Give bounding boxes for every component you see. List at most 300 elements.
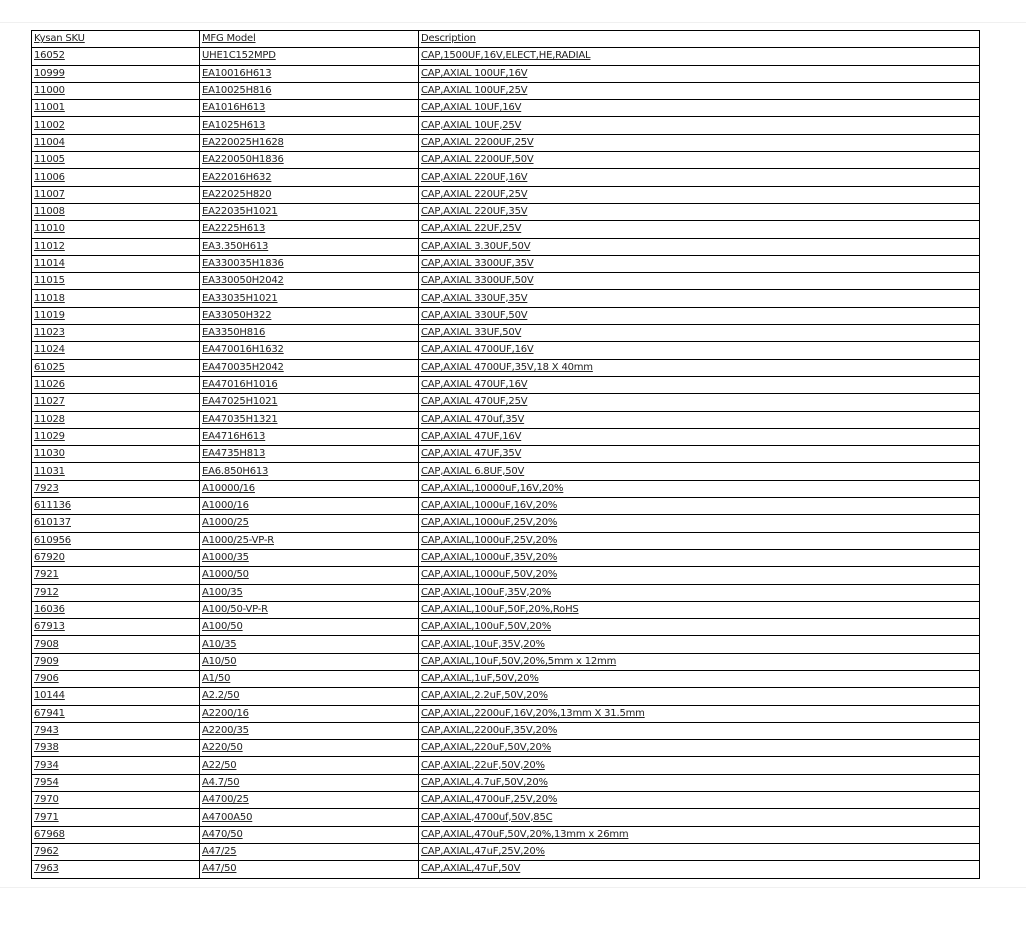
description-link[interactable]: CAP,AXIAL,4700uf,50V,85C [421,811,553,823]
cell-description [419,705,980,722]
table-row [32,774,980,791]
description-link[interactable]: CAP,AXIAL 10UF,16V [421,102,522,114]
model-link[interactable]: A4.7/50 [202,776,240,788]
cell-description [419,861,980,878]
table-row [32,498,980,515]
cell-model [200,186,419,203]
cell-sku [32,653,200,670]
table-row [32,515,980,532]
cell-model [200,826,419,843]
table-row [32,203,980,220]
sku-link[interactable]: 11008 [34,206,65,218]
table-row [32,255,980,272]
model-link[interactable]: EA22025H820 [202,188,272,200]
table-row [32,152,980,169]
description-link[interactable]: CAP,AXIAL 330UF,50V [421,309,528,321]
cell-sku [32,740,200,757]
cell-description [419,826,980,843]
cell-sku [32,359,200,376]
cell-model [200,636,419,653]
sku-table [31,30,980,879]
description-link[interactable]: CAP,AXIAL,10000uF,16V,20% [421,482,564,494]
sku-link[interactable]: 11001 [34,102,65,114]
model-link[interactable]: A2200/35 [202,725,249,737]
model-link[interactable]: A22/50 [202,759,237,771]
sku-link[interactable]: 10999 [34,67,65,79]
description-link[interactable]: CAP,AXIAL,1000uF,50V,20% [421,569,558,581]
table-row [32,861,980,878]
cell-sku [32,134,200,151]
table-row [32,238,980,255]
cell-model [200,653,419,670]
cell-sku [32,152,200,169]
sku-link[interactable]: 11000 [34,85,65,97]
cell-sku [32,515,200,532]
description-link[interactable]: CAP,AXIAL,47uF,50V [421,863,521,875]
description-link[interactable]: CAP,AXIAL 220UF,16V [421,171,528,183]
table-row [32,65,980,82]
description-link[interactable]: CAP,AXIAL 220UF,35V [421,206,528,218]
sku-link[interactable]: 7934 [34,759,59,771]
header-description-label: Description [421,33,476,45]
sku-link[interactable]: 11006 [34,171,65,183]
table-row [32,826,980,843]
cell-model [200,619,419,636]
sku-link[interactable]: 7970 [34,794,59,806]
cell-model [200,498,419,515]
model-link[interactable]: A2200/16 [202,707,249,719]
cell-sku [32,463,200,480]
description-link[interactable]: CAP,AXIAL,22uF,50V,20% [421,759,545,771]
model-link[interactable]: A10000/16 [202,482,255,494]
cell-description [419,186,980,203]
cell-description [419,515,980,532]
table-row [32,843,980,860]
model-link[interactable]: EA47035H1321 [202,413,278,425]
table-row [32,273,980,290]
cell-description [419,255,980,272]
description-link[interactable]: CAP,AXIAL,4700uF,25V,20% [421,794,558,806]
cell-sku [32,273,200,290]
sku-link[interactable]: 11019 [34,309,65,321]
cell-description [419,152,980,169]
sku-link[interactable]: 11030 [34,448,65,460]
model-link[interactable]: EA10025H816 [202,85,272,97]
cell-model [200,48,419,65]
cell-model [200,861,419,878]
cell-description [419,722,980,739]
cell-description [419,636,980,653]
cell-description [419,601,980,618]
table-row [32,619,980,636]
cell-description [419,117,980,134]
cell-description [419,342,980,359]
cell-model [200,117,419,134]
model-link[interactable]: A1000/25 [202,517,249,529]
description-link[interactable]: CAP,AXIAL 47UF,35V [421,448,522,460]
model-link[interactable]: A47/50 [202,863,237,875]
cell-description [419,688,980,705]
cell-description [419,290,980,307]
cell-description [419,48,980,65]
cell-model [200,394,419,411]
model-link[interactable]: A100/50-VP-R [202,603,268,615]
cell-sku [32,705,200,722]
cell-model [200,221,419,238]
cell-model [200,359,419,376]
cell-sku [32,688,200,705]
cell-description [419,273,980,290]
cell-sku [32,774,200,791]
cell-description [419,169,980,186]
cell-sku [32,100,200,117]
cell-description [419,428,980,445]
model-link[interactable]: A10/50 [202,655,237,667]
description-link[interactable]: CAP,AXIAL 470UF,16V [421,379,528,391]
sku-link[interactable]: 11028 [34,413,65,425]
cell-model [200,480,419,497]
description-link[interactable]: CAP,AXIAL,1uF,50V,20% [421,673,539,685]
table-row [32,601,980,618]
description-link[interactable]: CAP,AXIAL,220uF,50V,20% [421,742,551,754]
cell-model [200,273,419,290]
table-row [32,325,980,342]
model-link[interactable]: A4700A50 [202,811,253,823]
cell-sku [32,636,200,653]
cell-sku [32,48,200,65]
description-link[interactable]: CAP,AXIAL 47UF,16V [421,430,522,442]
sku-link[interactable]: 610956 [34,534,71,546]
sku-link[interactable]: 7912 [34,586,59,598]
cell-model [200,843,419,860]
model-link[interactable]: EA33035H1021 [202,292,278,304]
cell-sku [32,411,200,428]
description-link[interactable]: CAP,AXIAL 100UF,16V [421,67,528,79]
model-link[interactable]: EA220025H1628 [202,136,284,148]
description-link[interactable]: CAP,1500UF,16V,ELECT,HE,RADIAL [421,50,591,62]
model-link[interactable]: A1/50 [202,673,231,685]
cell-sku [32,325,200,342]
cell-sku [32,221,200,238]
top-divider [0,22,1026,23]
cell-description [419,532,980,549]
description-link[interactable]: CAP,AXIAL,4.7uF,50V,20% [421,776,548,788]
cell-sku [32,792,200,809]
model-link[interactable]: A2.2/50 [202,690,240,702]
cell-description [419,238,980,255]
cell-description [419,740,980,757]
table-row [32,411,980,428]
cell-sku [32,826,200,843]
sku-link[interactable]: 67920 [34,552,65,564]
cell-sku [32,82,200,99]
model-link[interactable]: A4700/25 [202,794,249,806]
sku-link[interactable]: 7906 [34,673,59,685]
sku-link[interactable]: 7921 [34,569,59,581]
sku-link[interactable]: 7908 [34,638,59,650]
model-link[interactable]: EA2225H613 [202,223,266,235]
cell-sku [32,307,200,324]
cell-sku [32,255,200,272]
cell-sku [32,843,200,860]
table-row [32,134,980,151]
sku-link[interactable]: 16036 [34,603,65,615]
cell-model [200,740,419,757]
cell-model [200,532,419,549]
cell-sku [32,186,200,203]
model-link[interactable]: EA220050H1836 [202,154,284,166]
cell-model [200,584,419,601]
sku-link[interactable]: 7963 [34,863,59,875]
table-row [32,186,980,203]
cell-model [200,757,419,774]
table-row [32,342,980,359]
model-link[interactable]: EA4716H613 [202,430,266,442]
sku-link[interactable]: 11002 [34,119,65,131]
cell-description [419,65,980,82]
description-link[interactable]: CAP,AXIAL 330UF,35V [421,292,528,304]
cell-description [419,394,980,411]
description-link[interactable]: CAP,AXIAL 220UF,25V [421,188,528,200]
description-link[interactable]: CAP,AXIAL 10UF,25V [421,119,522,131]
sku-link[interactable]: 11010 [34,223,65,235]
model-link[interactable]: A1000/16 [202,500,249,512]
sku-link[interactable]: 11007 [34,188,65,200]
description-link[interactable]: CAP,AXIAL 470uf,35V [421,413,525,425]
cell-sku [32,290,200,307]
model-link[interactable]: A100/50 [202,621,243,633]
cell-description [419,584,980,601]
description-link[interactable]: CAP,AXIAL,1000uF,35V,20% [421,552,558,564]
cell-model [200,325,419,342]
table-row [32,653,980,670]
cell-sku [32,480,200,497]
cell-model [200,792,419,809]
sku-link[interactable]: 7971 [34,811,59,823]
model-link[interactable]: EA47016H1016 [202,379,278,391]
cell-description [419,307,980,324]
header-cell-sku [32,31,200,48]
description-link[interactable]: CAP,AXIAL,47uF,25V,20% [421,846,545,858]
cell-model [200,809,419,826]
model-link[interactable]: EA4735H813 [202,448,266,460]
model-link[interactable]: EA47025H1021 [202,396,278,408]
table-row [32,290,980,307]
sku-link[interactable]: 10144 [34,690,65,702]
model-link[interactable]: UHE1C152MPD [202,50,276,62]
model-link[interactable]: EA22035H1021 [202,206,278,218]
model-link[interactable]: EA470016H1632 [202,344,284,356]
description-link[interactable]: CAP,AXIAL,1000uF,25V,20% [421,517,558,529]
model-link[interactable]: EA22016H632 [202,171,272,183]
sku-link[interactable]: 67941 [34,707,65,719]
description-link[interactable]: CAP,AXIAL 33UF,50V [421,327,522,339]
cell-sku [32,861,200,878]
sku-link[interactable]: 11029 [34,430,65,442]
cell-model [200,567,419,584]
table-row [32,688,980,705]
cell-model [200,152,419,169]
model-link[interactable]: EA6.850H613 [202,465,269,477]
description-link[interactable]: CAP,AXIAL 6.8UF,50V [421,465,525,477]
table-row [32,394,980,411]
description-link[interactable]: CAP,AXIAL 4700UF,16V [421,344,534,356]
model-link[interactable]: EA33050H322 [202,309,272,321]
cell-sku [32,757,200,774]
header-sku-label: Kysan SKU [34,33,85,45]
model-link[interactable]: EA1025H613 [202,119,266,131]
table-row [32,670,980,687]
description-link[interactable]: CAP,AXIAL 3.30UF,50V [421,240,531,252]
cell-description [419,619,980,636]
model-link[interactable]: EA10016H613 [202,67,272,79]
cell-description [419,843,980,860]
cell-model [200,463,419,480]
description-link[interactable]: CAP,AXIAL,1000uF,16V,20% [421,500,558,512]
cell-model [200,65,419,82]
sku-link[interactable]: 7923 [34,482,59,494]
sku-link[interactable]: 67968 [34,828,65,840]
cell-description [419,359,980,376]
cell-description [419,134,980,151]
sku-link[interactable]: 11014 [34,258,65,269]
description-link[interactable]: CAP,AXIAL,2.2uF,50V,20% [421,690,548,702]
cell-model [200,255,419,272]
cell-sku [32,446,200,463]
table-row [32,584,980,601]
sku-link[interactable]: 7938 [34,742,59,754]
cell-sku [32,169,200,186]
sku-link[interactable]: 67913 [34,621,65,633]
cell-sku [32,498,200,515]
sku-link[interactable]: 11031 [34,465,65,477]
model-link[interactable]: A220/50 [202,742,243,754]
sku-link[interactable]: 11015 [34,275,65,287]
sku-link[interactable]: 7962 [34,846,59,858]
bottom-divider [0,887,1026,888]
sku-link[interactable]: 7943 [34,725,59,737]
table-row [32,636,980,653]
model-link[interactable]: EA1016H613 [202,102,266,114]
cell-sku [32,670,200,687]
cell-sku [32,722,200,739]
table-row [32,792,980,809]
description-link[interactable]: CAP,AXIAL 4700UF,35V,18 X 40mm [421,361,593,373]
table-header-row [32,31,980,48]
sku-link[interactable]: 11024 [34,344,65,356]
table-row [32,480,980,497]
description-link[interactable]: CAP,AXIAL,100uF,35V,20% [421,586,551,598]
model-link[interactable]: A470/50 [202,828,243,840]
table-row [32,446,980,463]
description-link[interactable]: CAP,AXIAL,100uF,50V,20% [421,621,551,633]
table-row [32,722,980,739]
model-link[interactable]: EA3.350H613 [202,240,269,252]
description-link[interactable]: CAP,AXIAL,470uF,50V,20%,13mm x 26mm [421,828,629,840]
sku-link[interactable]: 7954 [34,776,59,788]
description-link[interactable]: CAP,AXIAL 470UF,25V [421,396,528,408]
cell-sku [32,532,200,549]
description-link[interactable]: CAP,AXIAL,2200uF,16V,20%,13mm X 31.5mm [421,707,645,719]
sku-link[interactable]: 611136 [34,500,71,512]
table-row [32,705,980,722]
sku-link[interactable]: 11005 [34,154,65,166]
cell-model [200,515,419,532]
description-link[interactable]: CAP,AXIAL 2200UF,50V [421,154,534,166]
cell-description [419,411,980,428]
description-link[interactable]: CAP,AXIAL,10uF,50V,20%,5mm x 12mm [421,655,617,667]
model-link[interactable]: EA3350H816 [202,327,266,339]
sku-link[interactable]: 610137 [34,517,71,529]
cell-model [200,688,419,705]
cell-description [419,567,980,584]
model-link[interactable]: A1000/25-VP-R [202,534,275,546]
model-link[interactable]: EA330035H1836 [202,258,284,269]
table-row [32,169,980,186]
model-link[interactable]: A47/25 [202,846,237,858]
cell-sku [32,238,200,255]
sku-link[interactable]: 61025 [34,361,65,373]
cell-model [200,705,419,722]
description-link[interactable]: CAP,AXIAL 3300UF,50V [421,275,534,287]
table-row [32,567,980,584]
description-link[interactable]: CAP,AXIAL 100UF,25V [421,85,528,97]
sku-link[interactable]: 11026 [34,379,65,391]
sku-link[interactable]: 11023 [34,327,65,339]
table-row [32,463,980,480]
cell-model [200,100,419,117]
cell-sku [32,601,200,618]
cell-sku [32,619,200,636]
sku-link[interactable]: 11004 [34,136,65,148]
cell-description [419,653,980,670]
description-link[interactable]: CAP,AXIAL,100uF,50F,20%,RoHS [421,603,579,615]
description-link[interactable]: CAP,AXIAL 2200UF,25V [421,136,534,148]
header-cell-model [200,31,419,48]
model-link[interactable]: A10/35 [202,638,237,650]
cell-sku [32,584,200,601]
sku-link[interactable]: 11018 [34,292,65,304]
cell-description [419,792,980,809]
description-link[interactable]: CAP,AXIAL 3300UF,35V [421,258,534,269]
description-link[interactable]: CAP,AXIAL 22UF,25V [421,223,522,235]
cell-model [200,238,419,255]
description-link[interactable]: CAP,AXIAL,1000uF,25V,20% [421,534,558,546]
model-link[interactable]: EA470035H2042 [202,361,284,373]
cell-model [200,549,419,566]
cell-sku [32,376,200,393]
cell-sku [32,428,200,445]
sku-link[interactable]: 16052 [34,50,65,62]
description-link[interactable]: CAP,AXIAL,10uF,35V,20% [421,638,545,650]
description-link[interactable]: CAP,AXIAL,2200uF,35V,20% [421,725,558,737]
table-body [32,31,980,879]
cell-description [419,670,980,687]
sku-link[interactable]: 11012 [34,240,65,252]
table-row [32,117,980,134]
model-link[interactable]: EA330050H2042 [202,275,284,287]
model-link[interactable]: A1000/50 [202,569,249,581]
table-row [32,532,980,549]
model-link[interactable]: A100/35 [202,586,243,598]
sku-link[interactable]: 11027 [34,396,65,408]
model-link[interactable]: A1000/35 [202,552,249,564]
cell-model [200,169,419,186]
table-row [32,740,980,757]
sku-link[interactable]: 7909 [34,655,59,667]
table-row [32,100,980,117]
cell-sku [32,117,200,134]
